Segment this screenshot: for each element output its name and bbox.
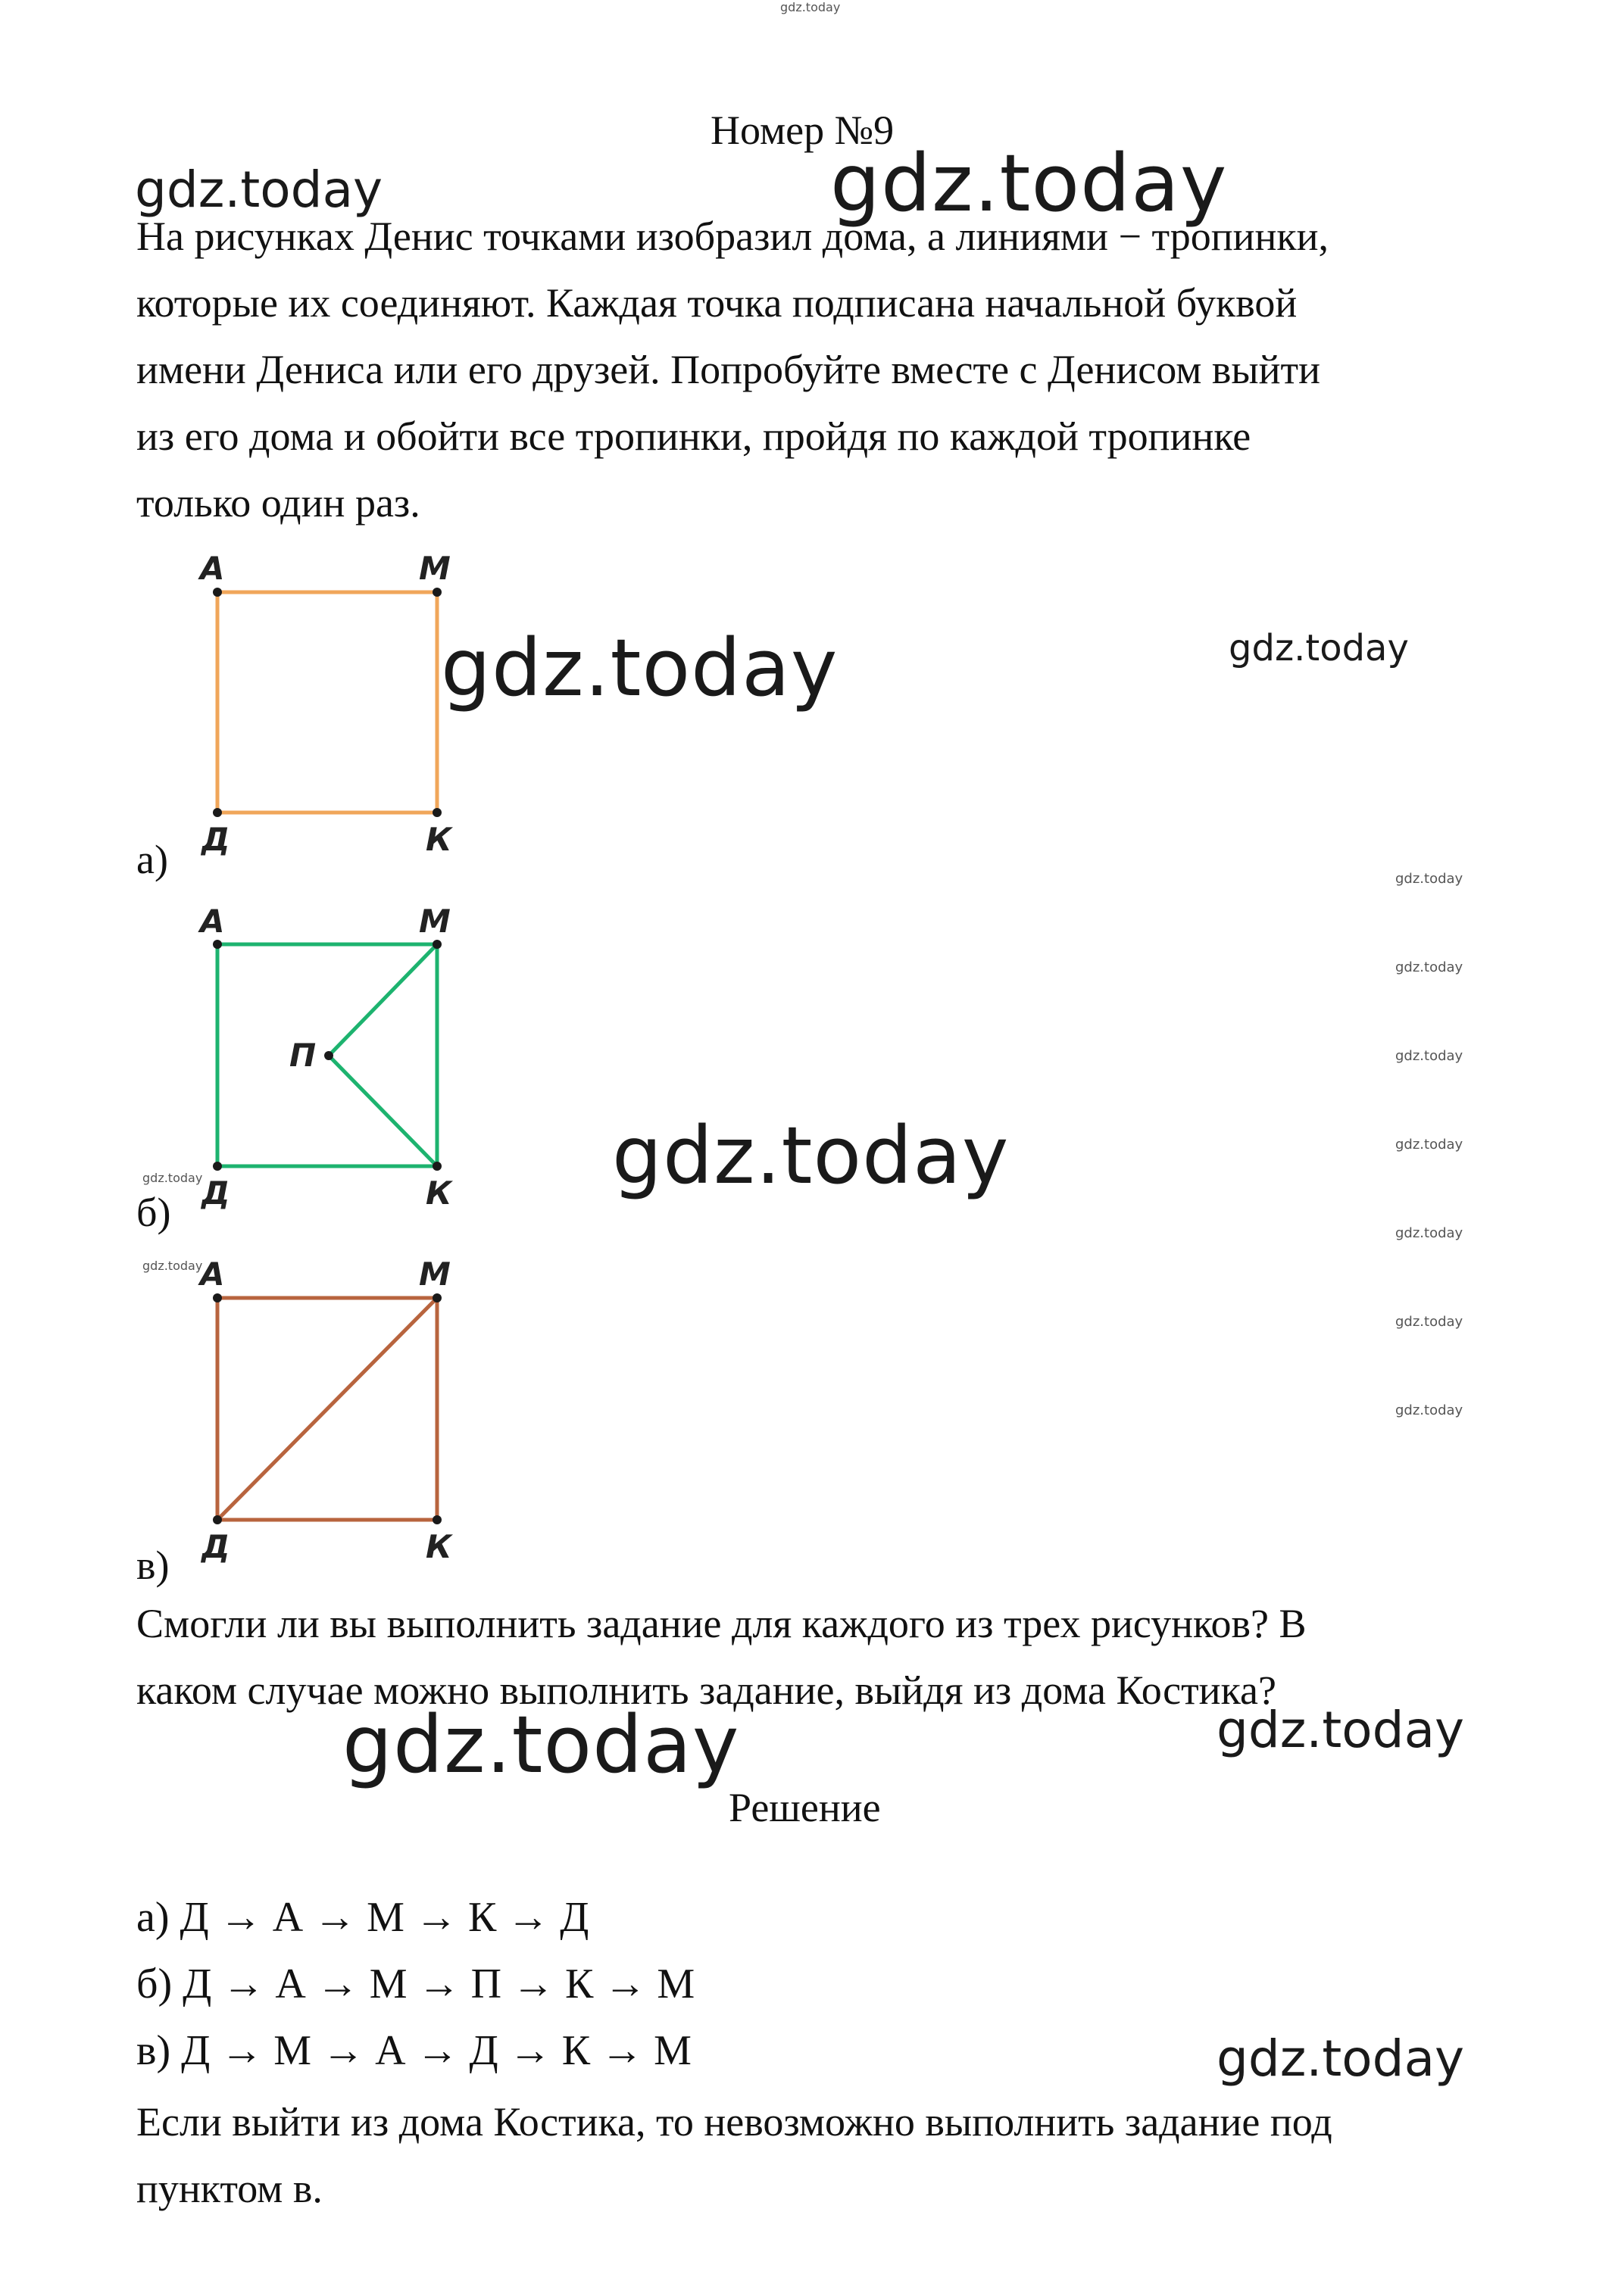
watermark: gdz.today [441, 622, 839, 714]
figure-c-label-tr: М [419, 1256, 451, 1293]
figure-b-label-tl: А [200, 903, 225, 940]
vertex-m [433, 1293, 442, 1302]
answer-b: б) Д → А → М → П → К → М [136, 1961, 695, 2007]
watermark: gdz.today [612, 1109, 1010, 1202]
question-line: Смогли ли вы выполнить задание для каждого из трех рисунков? В [136, 1601, 1307, 1646]
answer-c: в) Д → М → А → Д → К → М [136, 2027, 692, 2074]
watermark: gdz.today [1217, 2029, 1465, 2088]
figure-c-label-bl: Д [201, 1528, 230, 1565]
watermark: gdz.today [1395, 1402, 1463, 1418]
conclusion-text [136, 2089, 1576, 2222]
watermark: gdz.today [1395, 1048, 1463, 1064]
question-line: каком случае можно выполнить задание, выйдя из дома Костика? [136, 1667, 1276, 1713]
watermark: gdz.today [1395, 959, 1463, 975]
solution-heading: Решение [729, 1785, 881, 1830]
answer-a: а) Д → А → М → К → Д [136, 1894, 589, 1941]
figure-a-label-bl: Д [201, 821, 230, 858]
figure-b-label-bl: Д [201, 1175, 230, 1212]
task-line: из его дома и обойти все тропинки, пройдя по каждой тропинке [136, 413, 1251, 459]
watermark: gdz.today [342, 1699, 740, 1791]
figure-b-label-mid: П [289, 1037, 317, 1074]
conclusion-line: пунктом в. [136, 2166, 323, 2211]
watermark: gdz.today [1229, 627, 1409, 669]
vertex-a [213, 1293, 222, 1302]
watermark: gdz.today [1395, 1137, 1463, 1153]
edge-d-m [217, 1298, 437, 1520]
vertex-d [213, 1515, 222, 1524]
watermark: gdz.today [1217, 1701, 1465, 1759]
figure-c-label-tl: А [200, 1256, 225, 1293]
figure-a-label-tr: М [419, 550, 451, 587]
task-line: которые их соединяют. Каждая точка подписана начальной буквой [136, 280, 1298, 326]
figure-b-label-tr: М [419, 903, 451, 940]
task-line: только один раз. [136, 480, 420, 526]
figure-c-caption: в) [136, 1543, 170, 1588]
page-title: Номер №9 [711, 108, 895, 153]
task-line: имени Дениса или его друзей. Попробуйте вместе с Денисом выйти [136, 347, 1321, 392]
watermark: gdz.today [135, 161, 383, 219]
figure-b-label-br: К [426, 1175, 452, 1212]
figure-b-caption: б) [136, 1190, 171, 1235]
watermark-top: gdz.today [780, 0, 841, 14]
figure-a-label-br: К [426, 821, 452, 858]
figure-a-label-tl: А [200, 550, 225, 587]
vertex-k [433, 1515, 442, 1524]
watermark: gdz.today [1395, 1225, 1463, 1241]
watermark: gdz.today [142, 1171, 203, 1185]
watermark: gdz.today [830, 137, 1228, 229]
figure-c-label-br: К [426, 1528, 452, 1565]
watermark: gdz.today [142, 1259, 203, 1273]
task-line: На рисунках Денис точками изобразил дома, а линиями − тропинки, [136, 214, 1329, 259]
watermark: gdz.today [1395, 1314, 1463, 1330]
figure-a-caption: а) [136, 837, 168, 882]
watermark: gdz.today [1395, 871, 1463, 887]
conclusion-line: Если выйти из дома Костика, то невозможно выполнить задание под [136, 2099, 1332, 2145]
